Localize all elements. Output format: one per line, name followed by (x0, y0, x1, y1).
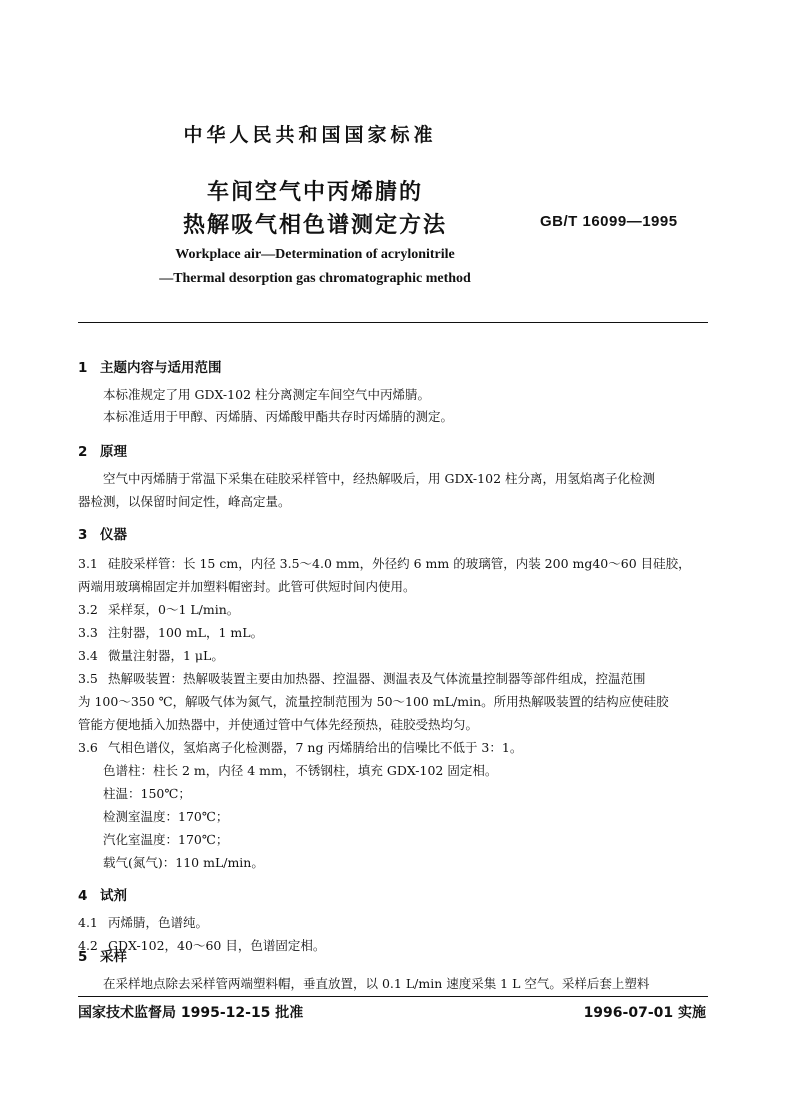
item-text: 注射器，100 mL，1 mL。 (108, 625, 264, 640)
section-number: 3 (78, 527, 88, 543)
item-3-6-column: 色谱柱：柱长 2 m，内径 4 mm，不锈钢柱，填充 GDX-102 固定相。 (103, 763, 498, 778)
item-number: 4.2 (78, 938, 98, 953)
implementation-date: 1996-07-01 实施 (583, 1005, 706, 1021)
item-3-6-carrier-gas: 载气(氮气)：110 mL/min。 (103, 855, 264, 870)
item-number: 4.1 (78, 915, 98, 930)
item-3-6 (78, 736, 522, 759)
item-3-5-line1 (78, 667, 646, 690)
item-text: 微量注射器，1 μL。 (108, 648, 224, 663)
section-title: 主题内容与适用范围 (100, 360, 222, 376)
section-1-para-1: 本标准规定了用 GDX-102 柱分离测定车间空气中丙烯腈。 (103, 387, 430, 402)
standard-title: 中华人民共和国国家标准 (183, 124, 437, 146)
standard-code: GB/T 16099—1995 (540, 213, 678, 230)
section-5-para: 在采样地点除去采样管两端塑料帽，垂直放置，以 0.1 L/min 速度采集 1 L 空气。采样后套上塑料 (103, 976, 650, 991)
section-4-heading (78, 884, 127, 904)
item-3-5-line3: 管能方便地插入加热器中，并使通过管中气体先经预热，硅胶受热均匀。 (78, 717, 479, 732)
item-number: 3.3 (78, 625, 98, 640)
section-2-para-line2: 器检测，以保留时间定性，峰高定量。 (78, 494, 291, 509)
section-number: 2 (78, 444, 88, 460)
section-title: 原理 (100, 444, 127, 460)
document-title-line1: 车间空气中丙烯腈的 (206, 180, 423, 205)
item-text: 硅胶采样管：长 15 cm，内径 3.5～4.0 mm，外径约 6 mm 的玻璃管，内装 200 mg40～60 目硅胶， (108, 556, 691, 571)
item-3-5-line2: 为 100～350 ℃，解吸气体为氮气，流量控制范围为 50～100 mL/min。所用热解吸装置的结构应使硅胶 (78, 694, 669, 709)
footer-divider (78, 996, 708, 997)
item-3-1-line1 (78, 552, 691, 575)
item-number: 3.6 (78, 740, 98, 755)
section-title: 仪器 (100, 527, 127, 543)
section-number: 4 (78, 888, 88, 904)
approval-date: 国家技术监督局 1995-12-15 批准 (78, 1005, 304, 1021)
item-text: 采样泵，0～1 L/min。 (108, 602, 240, 617)
item-3-4 (78, 644, 224, 667)
section-number: 1 (78, 360, 88, 376)
item-number: 3.5 (78, 671, 98, 686)
section-number: 5 (78, 949, 88, 965)
item-3-6-vaporizer-temp: 汽化室温度：170℃； (103, 832, 229, 847)
section-1-para-2: 本标准适用于甲醇、丙烯腈、丙烯酸甲酯共存时丙烯腈的测定。 (103, 409, 454, 424)
item-3-2 (78, 598, 239, 621)
section-1-heading (78, 356, 222, 376)
section-title: 试剂 (100, 888, 127, 904)
section-3-heading (78, 523, 127, 543)
item-4-1 (78, 911, 208, 934)
section-2-para-line1: 空气中丙烯腈于常温下采集在硅胶采样管中，经热解吸后，用 GDX-102 柱分离，用氢焰离子化检测 (103, 471, 655, 486)
item-text: 热解吸装置：热解吸装置主要由加热器、控温器、测温表及气体流量控制器等部件组成，控温范围 (108, 671, 646, 686)
item-3-1-line2: 两端用玻璃棉固定并加塑料帽密封。此管可供短时间内使用。 (78, 579, 416, 594)
item-text: 丙烯腈，色谱纯。 (108, 915, 209, 930)
item-3-6-detector-temp: 检测室温度：170℃； (103, 809, 229, 824)
section-5-heading (78, 945, 127, 965)
english-title-line2: —Thermal desorption gas chromatographic method (159, 271, 471, 286)
section-title: 采样 (100, 949, 127, 965)
header-divider (78, 322, 708, 323)
section-2-heading (78, 440, 127, 460)
item-number: 3.4 (78, 648, 98, 663)
item-3-6-column-temp: 柱温：150℃； (103, 786, 191, 801)
item-text: 气相色谱仪，氢焰离子化检测器，7 ng 丙烯腈给出的信噪比不低于 3：1。 (108, 740, 523, 755)
item-number: 3.2 (78, 602, 98, 617)
document-title-line2: 热解吸气相色谱测定方法 (182, 213, 447, 238)
item-3-3 (78, 621, 263, 644)
english-title-line1: Workplace air—Determination of acrylonitrile (175, 247, 455, 262)
item-number: 3.1 (78, 556, 98, 571)
item-text: GDX-102，40～60 目，色谱固定相。 (108, 938, 326, 953)
